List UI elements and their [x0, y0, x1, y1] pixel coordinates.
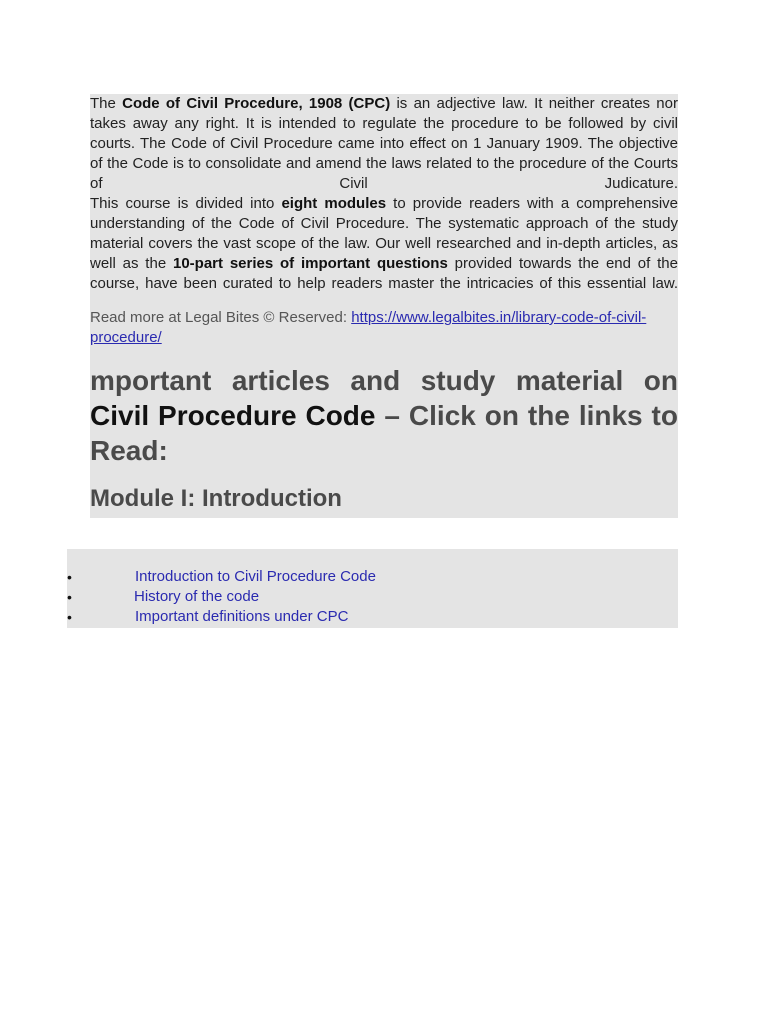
list-item — [67, 607, 678, 627]
questions-series-bold: 10-part series of important questions — [172, 255, 448, 272]
section-heading — [90, 363, 678, 468]
read-more-line — [90, 308, 678, 348]
list-item — [67, 567, 678, 587]
bullet-icon: • — [67, 589, 72, 605]
link-important-definitions[interactable]: Important definitions under CPC — [135, 608, 349, 625]
module-links-list — [67, 567, 678, 627]
link-introduction-cpc[interactable]: Introduction to Civil Procedure Code — [135, 568, 376, 585]
read-more-prefix: Read more at Legal Bites © Reserved: — [90, 309, 352, 326]
link-history-code[interactable]: History of the code — [134, 588, 260, 605]
text-the: The — [90, 95, 123, 112]
module-title: Module I: Introduction — [90, 485, 342, 512]
intro-text-1: is an adjective law. It neither creates nor takes away any right. It is intended to regulate the procedure to be followed by civil courts. The Code of Civil Procedure came into effect on 1 January 1909. The objective of the Code is to consolidate and amend the laws related to the procedure of the Courts of Civil Judicature. — [90, 95, 678, 192]
heading-part-1: mportant articles and study material on — [90, 365, 678, 396]
heading-cpc-strong: Civil Procedure Code — [90, 400, 376, 431]
read-more-link[interactable]: https://www.legalbites.in/library-code-of-civil-procedure/ — [90, 309, 647, 346]
intro-paragraph-1 — [90, 94, 678, 194]
cpc-title-bold: Code of Civil Procedure, 1908 (CPC) — [122, 95, 391, 112]
intro-text-2b: to provide readers with a comprehensive understanding of the Code of Civil Procedure. The systematic approach of the study material covers the vast scope of the law. Our well researched and in-depth articles, as well as the — [90, 195, 678, 272]
intro-text-2a: This course is divided into — [90, 195, 282, 212]
bullet-icon: • — [67, 609, 72, 625]
eight-modules-bold: eight modules — [281, 195, 387, 212]
heading-part-2: – Click on the links to Read: — [90, 400, 678, 466]
list-item — [67, 587, 678, 607]
module-links-box — [67, 549, 678, 628]
intro-text-2c: provided towards the end of the course, have been curated to help readers master the intricacies of this essential law. — [90, 255, 678, 292]
intro-paragraph-2 — [90, 194, 678, 294]
bullet-icon: • — [67, 569, 72, 585]
article-content — [90, 94, 678, 518]
